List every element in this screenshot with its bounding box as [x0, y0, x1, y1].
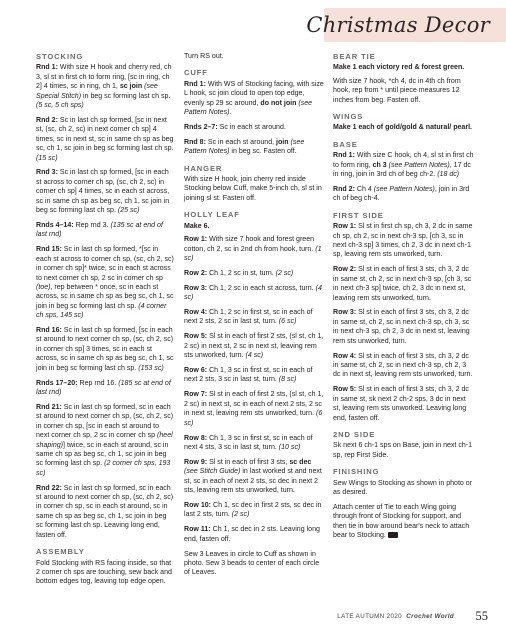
instruction-stocking-rnd21: Rnd 21: Sc in last ch sp formed, sc in each st around to next corner ch sp, (sc, ch 2, sc) in corner ch sp, [sc in each st around to next corner ch sp, 2 sc in corner ch sp (heel shaping)] twice, sc in each st around, sc in same ch sp as beg sc, ch 1, sc join in beg sc forming last ch sp. (2 corner ch sps, 193 sc) — [36, 403, 174, 477]
instruction-holly-row2: Row 2: Ch 1, 2 sc in st, turn. (2 sc) — [184, 269, 294, 277]
instruction-first-side-row2: Row 2: Sl st in each of first 3 sts, ch 3, 2 dc in same st, ch 2, sc in next ch-3 sp, [ch 3, sc in next ch-3 sp] twice, ch 2, 3 dc in next st, leaving rem sts unworked, turn. — [333, 266, 472, 302]
column-1 — [36, 52, 174, 592]
section-heading-assembly: ASSEMBLY — [36, 547, 85, 557]
instruction-base-rnd1: Rnd 1: With size C hook, ch 4, sl st in first ch to form ring, ch 3 (see Pattern Notes), 17 dc in ring, join in 3rd ch of beg ch-2. (18 dc) — [333, 152, 474, 179]
instruction-base-rnd2: Rnd 2: Ch 4 (see Pattern Notes), join in 3rd ch of beg ch-4. — [333, 185, 470, 203]
instruction-stocking-rnd3: Rnd 3: Sc in last ch sp formed, [sc in each st across to corner ch sp, (sc, ch 2, sc) in corner ch sp] 4 times, sc in each st across, sc in same ch sp as beg sc, ch 1, sc join in beg sc forming last ch sp. (25 sc) — [36, 169, 170, 215]
instruction-first-side-row3: Row 3: Sl st in each of first 3 sts, ch 3, 2 dc in same st, ch 2, sc in next ch-3 sp, ch 3, sc in next ch-3 sp, ch 2, 3 dc in next st, leaving rem sts unworked, turn. — [333, 309, 470, 345]
instruction-assembly: Fold Stocking with RS facing inside, so that 2 corner ch sps are touching, sew back and bottom edges tog, leaving top edge open. — [36, 559, 172, 586]
instruction-finishing-1: Sew Wings to Stocking as shown in photo or as desired. — [333, 479, 473, 496]
instruction-finishing-2: Attach center of Tie to each Wing going through front of Stocking for support, and then tie in bow around bear's neck to attach bear to Stocking. — [333, 503, 470, 540]
instruction-stocking-rnd15: Rnd 15: Sc in last ch sp formed, *[sc in each st across to corner ch sp, (sc, ch 2, sc) in corner ch sp]* twice, sc in each st across to next corner ch sp, 2 sc in corner ch sp (toe), rep between * once, sc in each st across, sc in same ch sp as beg sc, ch 1, sc join in beg sc forming last ch sp. (4 corner ch sps, 145 sc) — [36, 246, 174, 320]
instruction-holly-row6: Row 6: Ch 1, 3 sc in first st, sc in each of next 2 sts, 3 sc in last st, turn. (8 sc) — [184, 367, 313, 384]
section-heading-wings: WINGS — [333, 112, 364, 122]
section-heading-finishing: FINISHING — [333, 467, 380, 477]
section-heading-stocking: STOCKING — [36, 52, 84, 61]
end-of-article-icon — [388, 532, 398, 538]
instruction-holly-row11: Row 11: Ch 1, sc dec in 2 sts. Leaving long end, fasten off. — [184, 526, 320, 543]
footer-issue-date: LATE AUTUMN 2020 — [337, 613, 403, 620]
section-heading-first-side: FIRST SIDE — [333, 210, 384, 220]
instruction-holly-row10: Row 10: Ch 1, sc dec in first 2 sts, sc dec in last 2 sts, turn. (2 sc) — [184, 501, 322, 519]
instruction-holly-row4: Row 4: Ch 1, 2 sc in first st, sc in each of next 2 sts, 2 sc in last st, turn. (6 sc) — [184, 309, 313, 326]
holly-make-count: Make 6. — [184, 222, 210, 230]
instruction-first-side-row4: Row 4: Sl st in each of first 3 sts, ch 3, 2 dc in same st, ch 2, sc in next ch-3 sp, ch 2, 3 dc in next st, leaving rem sts unworked, turn. — [333, 352, 473, 379]
section-heading-cuff: CUFF — [184, 68, 208, 78]
bear-tie-make-count: Make 1 each victory red & forest green. — [333, 64, 465, 72]
column-3 — [333, 52, 475, 546]
instruction-hanger: With size H hook, join cherry red inside Stocking below Cuff, make 5-inch ch, sl st in joining sl st. Fasten off. — [184, 176, 322, 202]
section-heading-2nd-side: 2ND SIDE — [333, 429, 376, 439]
instruction-bear-tie: With size 7 hook, *ch 4, dc in 4th ch from hook, rep from * until piece measures 12 inches from beg. Fasten off. — [333, 77, 461, 104]
instruction-holly-row1: Row 1: With size 7 hook and forest green cotton, ch 2, sc in 2nd ch from hook, turn. (1 sc) — [184, 236, 322, 262]
column-2 — [184, 52, 324, 583]
page-header — [0, 0, 506, 48]
instruction-stocking-rnd22: Rnd 22: Sc in last ch sp formed, sc in each st around to next corner ch sp, (sc, ch 2, sc) in corner ch sp, sc in each st around, sc in same ch sp as beg sc, ch 1, sc join in beg sc forming last ch sp. Leaving long end, fasten off. — [36, 484, 174, 539]
page-number: 55 — [475, 609, 488, 623]
footer-issue — [337, 613, 454, 620]
instruction-stocking-rnd1: Rnd 1: With size H hook and cherry red, ch 3, sl st in first ch to form ring, [sc in ring, ch 2] 4 times, sc in ring, ch 1, sc join (see Special Stitch) in beg sc forming last ch sp. (5 sc, 5 ch sps) — [36, 64, 172, 110]
page-footer — [0, 608, 506, 628]
instruction-stocking-rnd16: Rnd 16: Sc in last ch sp formed, [sc in each st around to next corner ch sp, (sc, ch 2, sc) in corner ch sp] 3 times, sc in each st across, sc in same ch sp as beg sc, ch 1, sc join in beg sc forming last ch sp. (153 sc) — [36, 327, 174, 372]
section-heading-bear-tie: BEAR TIE — [333, 52, 376, 61]
section-heading-hanger: HANGER — [184, 163, 223, 173]
instruction-stocking-rnds17-20: Rnds 17–20: Rep rnd 16. (185 sc at end of last rnd) — [36, 379, 171, 396]
footer-magazine: Crochet World — [406, 613, 454, 620]
instruction-holly-row8: Row 8: Ch 1, 3 sc in first st, sc in each of next 4 sts, 3 sc in last st, turn. (10 sc) — [184, 434, 313, 451]
instruction-cuff-rnd8: Rnd 8: Sc in each st around, join (see Pattern Notes) in beg sc. Fasten off. — [184, 138, 305, 156]
instruction-2nd-side: Sk next 6 ch-1 sps on Base, join in next ch-1 sp, rep First Side. — [333, 442, 473, 459]
wings-make-count: Make 1 each of gold/gold & natural/ pearl. — [333, 124, 473, 132]
section-heading-base: BASE — [333, 139, 358, 149]
instruction-holly-row9: Row 9: Sl st in each of first 3 sts, sc dec (see Stitch Guide) in last worked st and next st, sc in each of next 2 sts, sc dec in next 2 sts, leaving rem sts unworked, turn. — [184, 458, 322, 495]
instruction-holly-sew: Sew 3 Leaves in circle to Cuff as shown in photo. Sew 3 beads to center of each circle of Leaves. — [184, 550, 320, 577]
instruction-holly-row7: Row 7: Sl st in each of first 2 sts, (sl st, ch 1, 2 sc) in next st, sc in each of next 2 sts, 2 sc in next st, leaving rem sts unworked, turn. (6 sc) — [184, 391, 324, 427]
instruction-cuff-rnd1: Rnd 1: With WS of Stocking facing, with size L hook, sc join cloud to open top edge, evenly sp 29 sc around, do not join (see Pattern Notes). — [184, 80, 324, 117]
instruction-stocking-rnd2: Rnd 2: Sc in last ch sp formed, [sc in next st, (sc, ch 2, sc) in next corner ch sp] 4 times, sc in next st, sc in same ch sp as beg sc, ch 1, sc join in beg sc forming last ch sp. (15 sc) — [36, 116, 174, 162]
instruction-stocking-rnds4-14: Rnds 4–14: Rep rnd 3. (135 sc at end of last rnd) — [36, 222, 163, 239]
section-heading-holly-leaf: HOLLY LEAF — [184, 210, 240, 220]
instruction-first-side-row1: Row 1: Sl st in first ch sp, ch 3, 2 dc in same ch sp, ch 2, sc in next ch-3 sp, [ch 3, sc in next ch-3 sp] 3 times, ch 2, 3 dc in next ch-1 sp, leaving rem sts unworked, turn. — [333, 223, 473, 259]
page-title: Christmas Decor — [306, 13, 490, 37]
instruction-holly-row5: Row 5: Sl st in each of first 2 sts, (sl st, ch 1, 2 sc) in next st, 2 sc in next st, leaving rem sts unworked, turn. (4 sc) — [184, 333, 324, 360]
instruction-assembly-turn: Turn RS out. — [184, 53, 224, 60]
instruction-cuff-rnds2-7: Rnds 2–7: Sc in each st around. — [184, 123, 286, 131]
instruction-first-side-row5: Row 5: Sl st in each of first 3 sts, ch 3, 2 dc in same st, sk next 2 ch-2 sps, 3 dc in next st, leaving rem sts unworked. Leaving long end, fasten off. — [333, 386, 469, 422]
instruction-holly-row3: Row 3: Ch 1, 2 sc in each st across, turn. (4 sc) — [184, 284, 322, 302]
